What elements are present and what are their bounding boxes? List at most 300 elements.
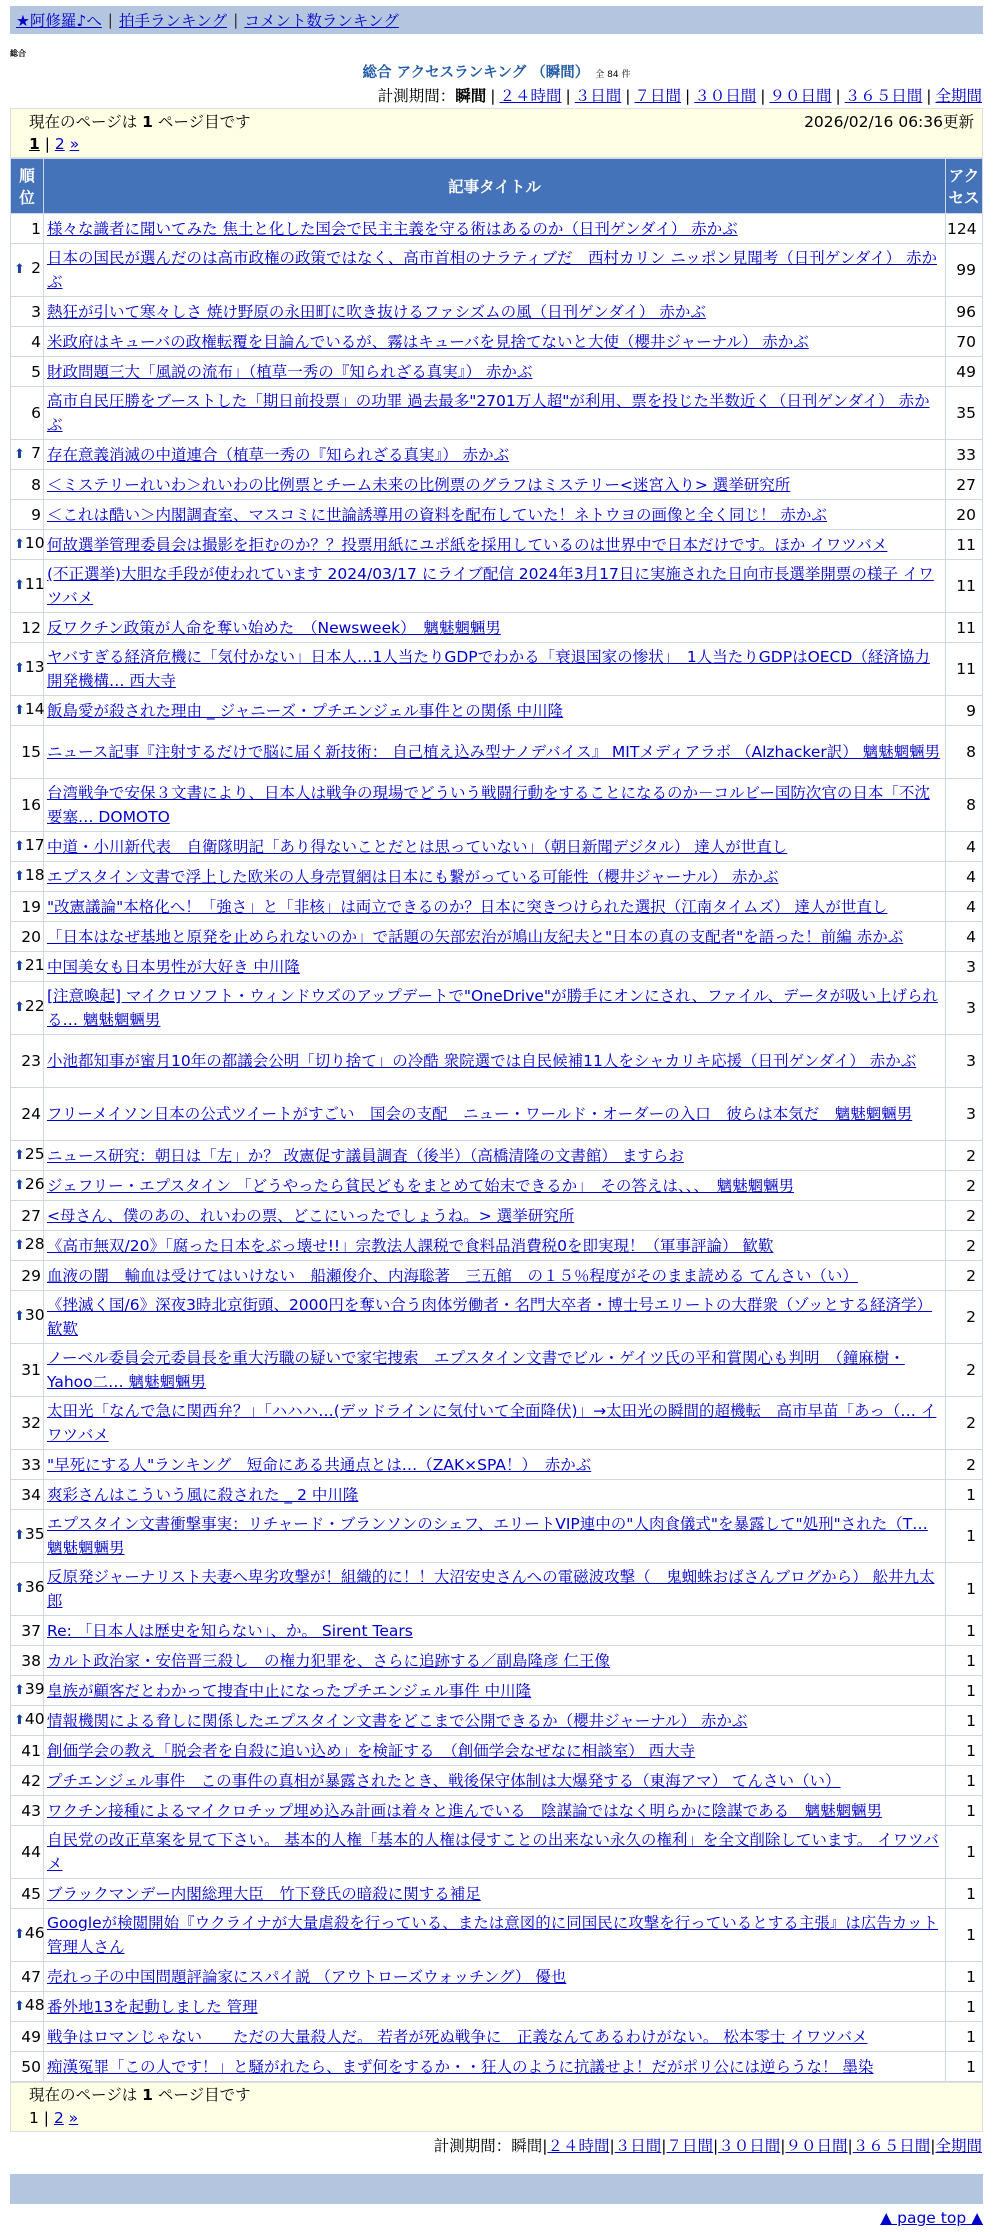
- rank-number: 2: [31, 259, 41, 277]
- ranking-title-text: 総合 アクセスランキング （瞬間）: [362, 65, 590, 81]
- period-separator: |: [713, 2137, 719, 2155]
- rank-number: 30: [24, 1306, 45, 1324]
- article-link[interactable]: ニュース記事『注射するだけで脳に届く新技術： 自己植え込み型ナノデバイス』 MITメディアラボ （Alzhacker訳） 魑魅魍魎男: [47, 743, 941, 761]
- rank-number: 11: [24, 575, 45, 593]
- rank-number: 36: [24, 1578, 45, 1596]
- period-separator: |: [685, 87, 691, 105]
- rank-cell: [11, 779, 44, 832]
- title-cell: [44, 832, 946, 862]
- table-row: [11, 1676, 983, 1706]
- period-link[interactable]: ９０日間: [785, 2137, 848, 2155]
- period-link[interactable]: 全期間: [935, 2137, 982, 2155]
- rank-cell: [11, 982, 44, 1035]
- rank-number: 20: [21, 927, 41, 946]
- rank-number: 7: [31, 443, 41, 462]
- access-count: 1: [946, 1510, 983, 1563]
- article-link[interactable]: プチエンジェル事件 この事件の真相が暴露されたとき、戦後保守体制は大爆発する（東海アマ） てんさい（い）: [47, 1771, 841, 1790]
- rank-cell: [11, 1171, 44, 1201]
- access-count: 49: [946, 357, 983, 387]
- title-cell: [44, 1992, 946, 2022]
- rank-number: 40: [24, 1709, 45, 1728]
- article-link[interactable]: 様々な識者に聞いてみた 焦土と化した国会で民主主義を守る術はあるのか（日刊ゲンダイ） 赤かぶ: [47, 219, 738, 238]
- rank-up-icon: ⬆: [14, 1927, 25, 1942]
- access-count: 3: [946, 982, 983, 1035]
- rank-number: 39: [24, 1679, 45, 1698]
- rank-number: 29: [21, 1266, 41, 1285]
- title-cell: [44, 952, 946, 982]
- table-row: [11, 1796, 983, 1826]
- article-link[interactable]: ブラックマンデー内閣総理大臣 竹下登氏の暗殺に関する補足: [47, 1884, 481, 1903]
- rank-cell: [11, 214, 44, 244]
- article-link[interactable]: ニュース研究：朝日は「左」か？ 改憲促す議員調査（後半）（高橋清隆の文書館） ますらお: [47, 1146, 684, 1165]
- title-cell: [44, 500, 946, 530]
- rank-cell: [11, 726, 44, 779]
- table-row: [11, 500, 983, 530]
- table-row: [11, 892, 983, 922]
- article-link[interactable]: ＜ミステリーれいわ＞れいわの比例票とチーム未来の比例票のグラフはミステリー<迷宮入り> 選挙研究所: [47, 475, 791, 494]
- article-link[interactable]: 財政問題三大「風説の流布」（植草一秀の『知られざる真実』） 赤かぶ: [47, 362, 533, 381]
- nav-applause-ranking-link[interactable]: 拍手ランキング: [119, 12, 228, 30]
- table-row: [11, 726, 983, 779]
- period-label: 計測期間：: [433, 2137, 512, 2155]
- period-current: 瞬間: [511, 2137, 543, 2155]
- access-count: 1: [946, 1992, 983, 2022]
- period-separator: |: [780, 2137, 786, 2155]
- rank-cell: [11, 1962, 44, 1992]
- rank-up-icon: ⬆: [14, 578, 25, 593]
- access-count: 8: [946, 779, 983, 832]
- rank-number: 26: [24, 1174, 45, 1193]
- rank-number: 31: [21, 1361, 41, 1379]
- period-separator: |: [565, 87, 571, 105]
- article-link[interactable]: 小池都知事が蜜月10年の都議会公明「切り捨て」の冷酷 衆院選では自民候補11人をシャカリキ応援（日刊ゲンダイ） 赤かぶ: [47, 1052, 917, 1070]
- title-cell: [44, 1035, 946, 1088]
- table-row: [11, 440, 983, 470]
- period-label: 計測期間：: [377, 87, 456, 105]
- table-row: [11, 1909, 983, 1962]
- period-link[interactable]: 全期間: [935, 87, 982, 105]
- article-link[interactable]: "改憲議論"本格化へ！「強さ」と「非核」は両立できるのか？日本に突きつけられた選択（江南タイムズ） 達人が世直し: [47, 897, 888, 916]
- rank-cell: [11, 613, 44, 643]
- table-row: [11, 1510, 983, 1563]
- article-link[interactable]: 戦争はロマンじゃない ただの大量殺人だ。 若者が死ぬ戦争に 正義なんてあるわけがない。 松本零士 イワツバメ: [47, 2027, 868, 2046]
- access-count: 2: [946, 1141, 983, 1171]
- title-cell: [44, 1201, 946, 1231]
- title-cell: [44, 1480, 946, 1510]
- period-separator: |: [661, 2137, 667, 2155]
- rank-up-icon: ⬆: [14, 868, 25, 884]
- rank-up-icon: ⬆: [14, 661, 25, 676]
- table-row: [11, 1706, 983, 1736]
- access-count: 1: [946, 1879, 983, 1909]
- rank-cell: [11, 387, 44, 440]
- rank-cell: [11, 244, 44, 297]
- access-count: 1: [946, 2052, 983, 2082]
- rank-cell: [11, 1909, 44, 1962]
- table-row: [11, 2052, 983, 2082]
- article-link[interactable]: 売れっ子の中国問題評論家にスパイ説 （アウトローズウォッチング） 優也: [47, 1967, 567, 1986]
- period-selector: [0, 84, 982, 108]
- article-link[interactable]: 血液の闇 輸血は受けてはいけない 船瀬俊介、内海聡著 三五館 の１５％程度がそのまま読める てんさい（い）: [47, 1266, 858, 1285]
- title-cell: [44, 470, 946, 500]
- table-row: [11, 952, 983, 982]
- rank-cell: [11, 1231, 44, 1261]
- period-separator: |: [930, 2137, 936, 2155]
- period-link[interactable]: ９０日間: [769, 87, 832, 105]
- nav-separator: |: [107, 11, 114, 29]
- period-link[interactable]: ３６５日間: [852, 2137, 931, 2155]
- period-link[interactable]: ３０日間: [718, 2137, 781, 2155]
- title-cell: [44, 1141, 946, 1171]
- article-link[interactable]: 存在意義消滅の中道連合（植草一秀の『知られざる真実』） 赤かぶ: [47, 445, 510, 464]
- table-row: [11, 1231, 983, 1261]
- ranking-title: [0, 62, 993, 84]
- article-link[interactable]: 日本の国民が選んだのは高市政権の政策ではなく、高市首相のナラティブだ 西村カリン ニッポン見聞考（日刊ゲンダイ） 赤かぶ: [47, 249, 937, 291]
- title-cell: [44, 297, 946, 327]
- table-row: [11, 1962, 983, 1992]
- article-link[interactable]: ヤバすぎる経済危機に「気付かない」日本人…1人当たりGDPでわかる「衰退国家の惨状」 1人当たりGDPはOECD（経済協力開発機構… 西大寺: [47, 648, 930, 690]
- table-row: [11, 1171, 983, 1201]
- access-count: 124: [946, 214, 983, 244]
- rank-cell: [11, 440, 44, 470]
- article-link[interactable]: 何故選挙管理委員会は撮影を拒むのか？？投票用紙にユポ紙を採用しているのは世界中で日本だけです。ほか イワツバメ: [47, 535, 888, 554]
- rank-number: 28: [24, 1234, 45, 1253]
- access-count: 3: [946, 1088, 983, 1141]
- title-cell: [44, 1909, 946, 1962]
- article-link[interactable]: Re: 「日本人は歴史を知らない」、か。 Sirent Tears: [47, 1621, 413, 1640]
- rank-up-icon: ⬆: [14, 1528, 25, 1543]
- rank-cell: [11, 1261, 44, 1291]
- title-cell: [44, 244, 946, 297]
- total-count: 全 84 件: [595, 70, 631, 80]
- title-cell: [44, 1962, 946, 1992]
- title-cell: [44, 1616, 946, 1646]
- access-count: 2: [946, 1291, 983, 1344]
- rank-number: 49: [21, 2027, 41, 2046]
- access-count: 9: [946, 696, 983, 726]
- table-row: [11, 1766, 983, 1796]
- rank-cell: [11, 1676, 44, 1706]
- access-count: 8: [946, 726, 983, 779]
- rank-number: 13: [24, 658, 45, 676]
- table-row: [11, 1736, 983, 1766]
- article-link[interactable]: 中国美女も日本男性が大好き 中川隆: [47, 957, 300, 976]
- rank-number: 42: [21, 1771, 41, 1790]
- article-link[interactable]: エプスタイン文書衝撃事実：リチャード・ブランソンのシェフ、エリートVIP連中の"人肉食儀式"を暴露して"処刑"された（T… 魑魅魍魎男: [47, 1515, 928, 1557]
- article-link[interactable]: ＜これは酷い＞内閣調査室、マスコミに世論誘導用の資料を配布していた！ネトウヨの画像と全く同じ！ 赤かぶ: [47, 505, 827, 524]
- period-separator: |: [542, 2137, 548, 2155]
- rank-up-icon: ⬆: [14, 1581, 25, 1596]
- title-cell: [44, 357, 946, 387]
- article-link[interactable]: カルト政治家・安倍晋三殺し の権力犯罪を、さらに追跡する／副島隆彦 仁王像: [47, 1651, 610, 1670]
- next-page-link-bottom[interactable]: »: [68, 2109, 79, 2127]
- updated-time: 2026/02/16 06:36更新: [804, 113, 974, 131]
- rank-cell: [11, 470, 44, 500]
- access-count: 1: [946, 1676, 983, 1706]
- rank-up-icon: ⬆: [14, 536, 25, 552]
- access-count: 11: [946, 560, 983, 613]
- rank-number: 16: [21, 796, 41, 814]
- access-count: 2: [946, 1261, 983, 1291]
- article-link[interactable]: (不正選挙)大胆な手段が使われています 2024/03/17 にライブ配信 2024年3月17日に実施された日向市長選挙開票の様子 イワツバメ: [47, 565, 934, 607]
- table-row: [11, 922, 983, 952]
- period-link[interactable]: ３日間: [614, 2137, 662, 2155]
- rank-number: 23: [21, 1052, 41, 1070]
- rank-number: 47: [21, 1967, 41, 1986]
- rank-cell: [11, 297, 44, 327]
- table-row: [11, 1035, 983, 1088]
- access-count: 1: [946, 1766, 983, 1796]
- rank-number: 35: [24, 1525, 45, 1543]
- article-link[interactable]: エプスタイン文書で浮上した欧米の人身売買網は日本にも繋がっている可能性（櫻井ジャーナル） 赤かぶ: [47, 867, 779, 886]
- page-1-current: 1: [29, 135, 40, 153]
- article-link[interactable]: 爽彩さんはこういう風に殺された _ 2 中川隆: [47, 1485, 359, 1504]
- article-link[interactable]: 中道・小川新代表 自衛隊明記「あり得ないことだとは思っていない」（朝日新聞デジタル） 達人が世直し: [47, 837, 788, 856]
- period-link[interactable]: ２４時間: [547, 2137, 610, 2155]
- rank-number: 17: [24, 835, 45, 854]
- rank-number: 33: [21, 1455, 41, 1474]
- access-count: 1: [946, 1736, 983, 1766]
- article-link[interactable]: 痴漢冤罪「この人です！」と騒がれたら、まず何をするか・・狂人のように抗議せよ！だがポリ公には逆らうな！ 墨染: [47, 2057, 874, 2076]
- period-current: 瞬間: [455, 87, 487, 105]
- page-2-link[interactable]: 2: [54, 135, 65, 153]
- title-cell: [44, 2052, 946, 2082]
- access-count: 1: [946, 1796, 983, 1826]
- access-count: 96: [946, 297, 983, 327]
- article-link[interactable]: Googleが検閲開始『ウクライナが大量虐殺を行っている、または意図的に同国民に攻撃を行っているとする主張』は広告カット 管理人さん: [47, 1914, 939, 1956]
- current-page-text: 現在のページは 1 ページ目です: [29, 113, 251, 131]
- rank-cell: [11, 2052, 44, 2082]
- current-page-text-bottom: 現在のページは 1 ページ目です: [29, 2086, 251, 2104]
- rank-cell: [11, 1563, 44, 1616]
- title-cell: [44, 1344, 946, 1397]
- ranking-table: [10, 158, 983, 2082]
- title-cell: [44, 643, 946, 696]
- rank-cell: [11, 1826, 44, 1879]
- article-link[interactable]: 皇族が顧客だとわかって捜査中止になったプチエンジェル事件 中川隆: [47, 1681, 532, 1700]
- access-count: 27: [946, 470, 983, 500]
- table-row: [11, 1344, 983, 1397]
- article-link[interactable]: ジェフリー・エプスタイン 「どうやったら貧民どもをまとめて始末できるか」 その答えは、、、 魑魅魍魎男: [47, 1176, 795, 1195]
- table-row: [11, 1563, 983, 1616]
- access-count: 1: [946, 1563, 983, 1616]
- access-count: 4: [946, 892, 983, 922]
- period-link[interactable]: ３６５日間: [844, 87, 923, 105]
- next-page-link[interactable]: »: [69, 135, 80, 153]
- period-link[interactable]: ３０日間: [694, 87, 757, 105]
- period-separator: |: [926, 87, 932, 105]
- access-count: 20: [946, 500, 983, 530]
- rank-number: 27: [21, 1206, 41, 1225]
- rank-number: 34: [21, 1485, 41, 1504]
- access-count: 2: [946, 1344, 983, 1397]
- table-row: [11, 613, 983, 643]
- page-info-top: [10, 108, 983, 158]
- table-row: [11, 1616, 983, 1646]
- title-cell: [44, 922, 946, 952]
- rank-cell: [11, 1766, 44, 1796]
- article-link[interactable]: 飯島愛が殺された理由 _ ジャニーズ・プチエンジェル事件との関係 中川隆: [47, 701, 564, 720]
- rank-cell: [11, 1088, 44, 1141]
- rank-cell: [11, 1796, 44, 1826]
- article-link[interactable]: 「日本はなぜ基地と原発を止められないのか」で話題の矢部宏治が鳩山友紀夫と"日本の真の支配者"を語った！前編 赤かぶ: [47, 927, 904, 946]
- title-cell: [44, 1766, 946, 1796]
- access-count: 11: [946, 530, 983, 560]
- article-link[interactable]: 《挫滅く国/6》深夜3時北京街頭、2000円を奪い合う肉体労働者・名門大卒者・博士号エリートの大群衆（ゾッとする経済学） 歓歎: [47, 1296, 932, 1338]
- title-cell: [44, 2022, 946, 2052]
- nav-comment-ranking-link[interactable]: コメント数ランキング: [244, 12, 399, 30]
- article-link[interactable]: ワクチン接種によるマイクロチップ埋め込み計画は着々と進んでいる 陰謀論ではなく明らかに陰謀である 魑魅魍魎男: [47, 1801, 883, 1820]
- period-separator: |: [847, 2137, 853, 2155]
- period-separator: |: [835, 87, 841, 105]
- rank-cell: [11, 1646, 44, 1676]
- table-row: [11, 530, 983, 560]
- rank-cell: [11, 357, 44, 387]
- rank-cell: [11, 560, 44, 613]
- title-cell: [44, 696, 946, 726]
- period-separator: |: [625, 87, 631, 105]
- title-cell: [44, 1510, 946, 1563]
- table-row: [11, 862, 983, 892]
- article-link[interactable]: 情報機関による脅しに関係したエプスタイン文書をどこまで公開できるか（櫻井ジャーナル） 赤かぶ: [47, 1711, 748, 1730]
- rank-number: 8: [31, 475, 41, 494]
- rank-up-icon: ⬆: [14, 1000, 25, 1015]
- article-link[interactable]: ノーベル委員会元委員長を重大汚職の疑いで家宅捜索 エプスタイン文書でビル・ゲイツ氏の平和賞関心も判明 （鐘麻樹・Yahoo二… 魑魅魍魎男: [47, 1349, 905, 1391]
- rank-cell: [11, 1736, 44, 1766]
- article-link[interactable]: 太田光「なんで急に関西弁？」「ハハハ…(デッドラインに気付いて全面降伏)」→太田光の瞬間的超機転 高市早苗「あっ（… イワツバメ: [47, 1402, 937, 1444]
- period-link[interactable]: ７日間: [634, 87, 681, 105]
- access-count: 1: [946, 1826, 983, 1879]
- period-link[interactable]: ３日間: [574, 87, 622, 105]
- rank-cell: [11, 1397, 44, 1450]
- rank-up-icon: ⬆: [14, 446, 25, 462]
- article-link[interactable]: 台湾戦争で安保３文書により、日本人は戦争の現場でどういう戦闘行動をすることになるのか－コルビー国防次官の日本「不沈要塞… DOMOTO: [47, 784, 930, 826]
- rank-cell: [11, 892, 44, 922]
- rank-up-icon: ⬆: [14, 1309, 25, 1324]
- table-row: [11, 696, 983, 726]
- article-link[interactable]: 熱狂が引いて寒々しさ 焼け野原の永田町に吹き抜けるファシズムの風（日刊ゲンダイ） 赤かぶ: [47, 302, 706, 321]
- article-link[interactable]: 創価学会の教え「脱会者を自殺に追い込め」を検証する （創価学会なぜなに相談室） 西大寺: [47, 1741, 696, 1760]
- table-row: [11, 1480, 983, 1510]
- title-cell: [44, 1646, 946, 1676]
- rank-up-icon: ⬆: [14, 262, 25, 277]
- article-link[interactable]: 米政府はキューバの政権転覆を目論んでいるが、霧はキューバを見捨てないと大使（櫻井ジャーナル） 赤かぶ: [47, 332, 809, 351]
- rank-up-icon: ⬆: [14, 1682, 25, 1698]
- table-row: [11, 832, 983, 862]
- rank-cell: [11, 1141, 44, 1171]
- page-top-row: [10, 2204, 983, 2232]
- title-cell: [44, 1676, 946, 1706]
- title-header: 記事タイトル: [44, 159, 946, 214]
- period-link[interactable]: ７日間: [666, 2137, 713, 2155]
- rank-number: 9: [31, 505, 41, 524]
- rank-header: 順位: [11, 159, 44, 214]
- page-top-link[interactable]: ▲ page top ▲: [880, 2209, 983, 2227]
- rank-up-icon: ⬆: [14, 1147, 25, 1163]
- title-cell: [44, 779, 946, 832]
- pagination-bottom: 1 | 2 »: [29, 2109, 79, 2127]
- article-link[interactable]: 反ワクチン政策が人命を奪い始めた （Newsweek） 魑魅魍魎男: [47, 618, 501, 637]
- title-cell: [44, 1826, 946, 1879]
- table-row: [11, 297, 983, 327]
- rank-number: 46: [24, 1924, 45, 1942]
- article-link[interactable]: フリーメイソン日本の公式ツイートがすごい 国会の支配 ニュー・ワールド・オーダーの入口 彼らは本気だ 魑魅魍魎男: [47, 1105, 913, 1123]
- rank-up-icon: ⬆: [14, 702, 25, 718]
- rank-number: 44: [21, 1843, 41, 1861]
- rank-number: 15: [21, 743, 41, 761]
- rank-number: 38: [21, 1651, 41, 1670]
- rank-up-icon: ⬆: [14, 1998, 25, 2014]
- rank-number: 45: [21, 1884, 41, 1903]
- article-link[interactable]: 番外地13を起動しました 管理: [47, 1997, 258, 2016]
- rank-number: 41: [21, 1741, 41, 1760]
- table-row: [11, 982, 983, 1035]
- title-cell: [44, 892, 946, 922]
- table-row: [11, 1826, 983, 1879]
- period-link[interactable]: ２４時間: [499, 87, 562, 105]
- rank-cell: [11, 1480, 44, 1510]
- rank-number: 14: [24, 699, 45, 718]
- article-link[interactable]: 自民党の改正草案を見て下さい。 基本的人権「基本的人権は侵すことの出来ない永久の権利」を全文削除しています。 イワツバメ: [47, 1831, 939, 1873]
- article-link[interactable]: <母さん、僕のあの、れいわの票、どこにいったでしょうね。> 選挙研究所: [47, 1206, 575, 1225]
- rank-number: 19: [21, 897, 41, 916]
- article-link[interactable]: 高市自民圧勝をブーストした「期日前投票」の功罪 過去最多"2701万人超"が利用、票を投じた半数近く（日刊ゲンダイ） 赤かぶ: [47, 392, 930, 434]
- access-count: 2: [946, 1231, 983, 1261]
- pagination-top: 1 | 2 »: [29, 135, 80, 153]
- page-1-current-bottom: 1: [29, 2109, 39, 2127]
- rank-cell: [11, 922, 44, 952]
- rank-cell: [11, 696, 44, 726]
- table-row: [11, 779, 983, 832]
- rank-cell: [11, 1344, 44, 1397]
- access-header: アクセス: [946, 159, 983, 214]
- rank-number: 18: [24, 865, 45, 884]
- access-count: 2: [946, 1171, 983, 1201]
- rank-cell: [11, 530, 44, 560]
- access-count: 1: [946, 1706, 983, 1736]
- rank-cell: [11, 1035, 44, 1088]
- title-cell: [44, 530, 946, 560]
- rank-up-icon: ⬆: [14, 1237, 25, 1253]
- table-row: [11, 1291, 983, 1344]
- rank-cell: [11, 1291, 44, 1344]
- period-selector-bottom: [0, 2132, 982, 2160]
- article-link[interactable]: "早死にする人"ランキング 短命にある共通点とは…（ZAK×SPA！） 赤かぶ: [47, 1455, 592, 1474]
- article-link[interactable]: 《高市無双/20》「腐った日本をぶっ壊せ!!」宗教法人課税で食料品消費税0を即実現！（軍事評論） 歓歎: [47, 1236, 774, 1255]
- access-count: 1: [946, 1909, 983, 1962]
- access-count: 1: [946, 1616, 983, 1646]
- category-label: 総合: [10, 49, 26, 58]
- table-row: [11, 357, 983, 387]
- table-row: [11, 1201, 983, 1231]
- table-row: [11, 2022, 983, 2052]
- article-link[interactable]: [注意喚起] マイクロソフト・ウィンドウズのアップデートで"OneDrive"が勝手にオンにされ、ファイル、データが吸い上げられる… 魑魅魍魎男: [47, 987, 938, 1029]
- rank-cell: [11, 1706, 44, 1736]
- page-2-link-bottom[interactable]: 2: [53, 2109, 64, 2127]
- rank-number: 5: [31, 362, 41, 381]
- title-cell: [44, 560, 946, 613]
- article-link[interactable]: 反原発ジャーナリスト夫妻へ卑劣攻撃が！組織的に！！大沼安史さんへの電磁波攻撃（ 鬼蜘蛛おばさんブログから） 舩井九太郎: [47, 1568, 935, 1610]
- nav-asyura-link[interactable]: ★阿修羅♪へ: [16, 12, 102, 30]
- rank-number: 22: [24, 997, 45, 1015]
- title-cell: [44, 1397, 946, 1450]
- rank-number: 25: [24, 1144, 45, 1163]
- title-cell: [44, 862, 946, 892]
- title-cell: [44, 726, 946, 779]
- title-cell: [44, 1171, 946, 1201]
- access-count: 1: [946, 1480, 983, 1510]
- access-count: 3: [946, 952, 983, 982]
